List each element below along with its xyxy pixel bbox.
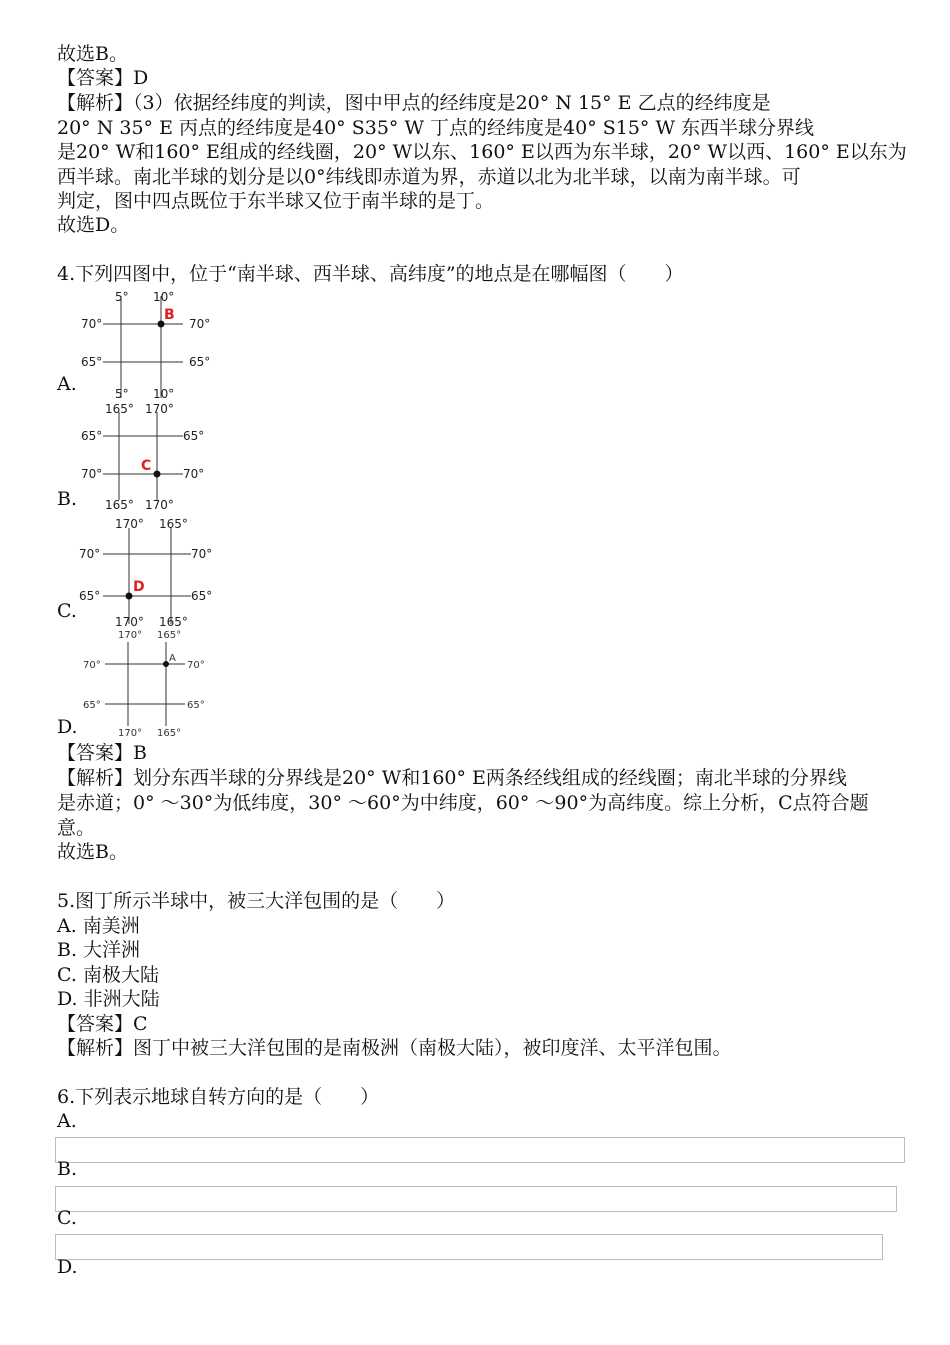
analysis-line: 意。 — [57, 817, 96, 839]
analysis-line: 西半球。南北半球的划分是以0°纬线即赤道为界，赤道以北为北半球，以南为南半球。可 — [57, 166, 801, 188]
question-5: 5.图丁所示半球中，被三大洋包围的是（ ） — [57, 890, 456, 912]
analysis-line: 【解析】（3）依据经纬度的判读，图中甲点的经纬度是20° N 15° E 乙点的经纬度是 — [57, 92, 771, 114]
tick-label: 170° — [145, 402, 174, 416]
analysis-line: 判定，图中四点既位于东半球又位于南半球的是丁。 — [57, 190, 495, 212]
point-label: B — [164, 307, 175, 323]
tick-label: 70° — [83, 660, 101, 671]
tick-label: 65° — [79, 589, 101, 603]
tick-label: 10° — [153, 290, 175, 304]
tick-label: 170° — [145, 498, 174, 512]
tick-label: 70° — [187, 660, 205, 671]
answer-line: 【答案】B — [57, 742, 147, 764]
option-b[interactable]: B. — [57, 1158, 78, 1180]
tick-label: 165° — [105, 402, 134, 416]
tick-label: 165° — [159, 615, 188, 626]
tick-label: 5° — [115, 387, 129, 400]
tick-label: 70° — [81, 317, 103, 331]
option-b[interactable]: B. 大洋洲 — [57, 939, 141, 961]
answer-line: 【答案】C — [57, 1013, 148, 1035]
option-d[interactable]: D. 非洲大陆 — [57, 988, 160, 1010]
tick-label: 65° — [81, 429, 103, 443]
option-b[interactable]: B. — [57, 488, 78, 510]
tick-label: 70° — [81, 467, 103, 481]
conclusion-line: 故选D。 — [57, 214, 130, 236]
tick-label: 10° — [153, 387, 175, 400]
point-label: A — [169, 653, 176, 664]
grid-map-b — [75, 400, 225, 512]
tick-label: 5° — [115, 290, 129, 304]
point-d — [126, 593, 133, 600]
tick-label: 170° — [118, 728, 143, 738]
image-placeholder — [55, 1186, 897, 1212]
text-line: 故选B。 — [57, 43, 128, 65]
analysis-line: 20° N 35° E 丙点的经纬度是40° S35° W 丁点的经纬度是40° S15° W 东西半球分界线 — [57, 117, 815, 139]
image-placeholder — [55, 1234, 883, 1260]
tick-label: 170° — [118, 630, 143, 641]
grid-map-a — [75, 288, 225, 400]
analysis-line: 【解析】图丁中被三大洋包围的是南极洲（南极大陆），被印度洋、太平洋包围。 — [57, 1037, 732, 1059]
tick-label: 65° — [191, 589, 213, 603]
tick-label: 165° — [157, 728, 182, 738]
option-d[interactable]: D. — [57, 1256, 78, 1278]
analysis-line: 是赤道；0° ～30°为低纬度，30° ～60°为中纬度，60° ～90°为高纬度。综上分析，C点符合题 — [57, 792, 869, 814]
option-a[interactable]: A. — [57, 1110, 77, 1132]
tick-label: 165° — [105, 498, 134, 512]
question-4: 4.下列四图中，位于“南半球、西半球、高纬度”的地点是在哪幅图（ ） — [57, 263, 684, 285]
image-placeholder — [55, 1137, 905, 1163]
question-6: 6.下列表示地球自转方向的是（ ） — [57, 1086, 380, 1108]
tick-label: 170° — [115, 517, 144, 531]
tick-label: 70° — [183, 467, 205, 481]
tick-label: 65° — [189, 355, 211, 369]
option-c[interactable]: C. 南极大陆 — [57, 964, 159, 986]
tick-label: 170° — [115, 615, 144, 626]
tick-label: 70° — [191, 547, 213, 561]
option-c[interactable]: C. — [57, 600, 77, 622]
answer-line: 【答案】D — [57, 67, 149, 89]
point-label: C — [141, 458, 152, 474]
grid-map-d — [75, 626, 225, 738]
option-a[interactable]: A. — [57, 373, 77, 395]
grid-map-c — [75, 514, 225, 626]
analysis-line: 【解析】划分东西半球的分界线是20° W和160° E两条经线组成的经线圈；南北半球的分界线 — [57, 767, 847, 789]
tick-label: 65° — [183, 429, 205, 443]
tick-label: 65° — [187, 700, 205, 711]
tick-label: 70° — [189, 317, 211, 331]
conclusion-line: 故选B。 — [57, 841, 128, 863]
tick-label: 165° — [157, 630, 182, 641]
option-c[interactable]: C. — [57, 1207, 77, 1229]
tick-label: 70° — [79, 547, 101, 561]
option-d[interactable]: D. — [57, 716, 78, 738]
tick-label: 65° — [83, 700, 101, 711]
analysis-line: 是20° W和160° E组成的经线圈，20° W以东、160° E以西为东半球，20° W以西、160° E以东为 — [57, 141, 907, 163]
tick-label: 65° — [81, 355, 103, 369]
point-c — [154, 471, 161, 478]
point-label: D — [133, 579, 145, 595]
option-a[interactable]: A. 南美洲 — [57, 915, 140, 937]
tick-label: 165° — [159, 517, 188, 531]
